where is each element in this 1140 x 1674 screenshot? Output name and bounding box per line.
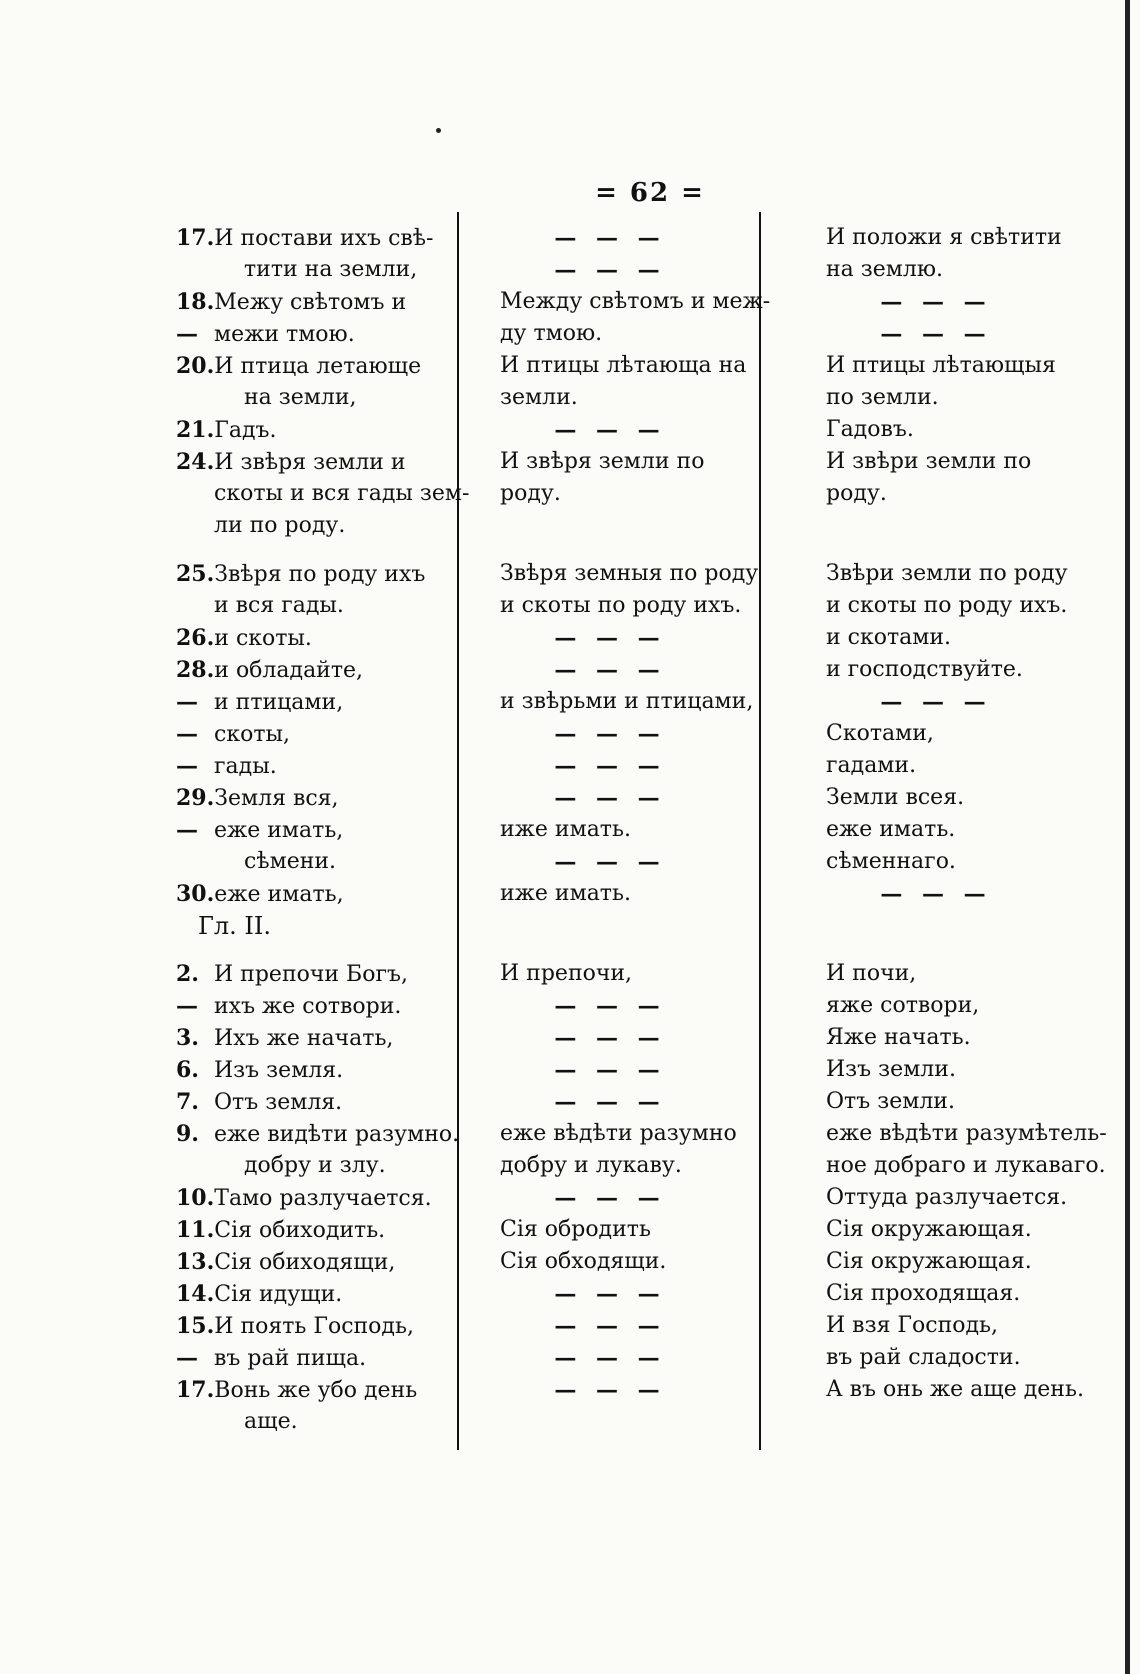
- middle-text: — — —: [554, 785, 666, 811]
- verse-number: 3.: [176, 1025, 199, 1051]
- left-line: [176, 654, 491, 686]
- right-line: [826, 350, 1126, 382]
- middle-line: [500, 1278, 800, 1310]
- right-line: [826, 1118, 1126, 1150]
- middle-text: еже вѣдѣти разумно: [500, 1121, 737, 1146]
- middle-text: иже имать.: [500, 817, 631, 842]
- middle-text: и скоты по роду ихъ.: [500, 593, 742, 618]
- verse-text: И постави ихъ свѣ-: [214, 226, 434, 251]
- middle-text: — — —: [554, 1377, 666, 1403]
- verse-text: Сія обиходящи,: [214, 1250, 396, 1275]
- right-text: Сія проходящая.: [826, 1281, 1021, 1306]
- left-line: [176, 1054, 491, 1086]
- left-line: [176, 750, 491, 782]
- right-line: [826, 958, 1126, 990]
- verse-text: и скоты.: [214, 626, 312, 651]
- middle-line: [500, 286, 800, 318]
- middle-text: — — —: [554, 721, 666, 747]
- verse-text: Земля вся,: [214, 786, 339, 811]
- middle-line: [500, 878, 800, 910]
- middle-text: иже имать.: [500, 881, 631, 906]
- middle-line: [500, 782, 800, 814]
- left-line: [176, 878, 491, 910]
- right-text: А въ онь же аще день.: [826, 1377, 1084, 1402]
- verse-number: 17.: [176, 1377, 215, 1403]
- right-line: [826, 222, 1126, 254]
- middle-line: [500, 654, 800, 686]
- middle-text: — — —: [554, 1345, 666, 1371]
- right-line: [826, 1150, 1126, 1182]
- verse-number: —: [176, 753, 198, 779]
- right-text: ное добраго и лукаваго.: [826, 1153, 1106, 1178]
- verse-text: скоты и вся гады зем-: [214, 481, 470, 506]
- middle-text: — — —: [554, 1185, 666, 1211]
- middle-line: [500, 478, 800, 510]
- verse-number: 13.: [176, 1249, 215, 1275]
- right-text: Сія окружающая.: [826, 1217, 1032, 1242]
- left-line: [176, 590, 491, 622]
- verse-number: 2.: [176, 961, 199, 987]
- right-text: — — —: [880, 321, 992, 347]
- middle-text: — — —: [554, 993, 666, 1019]
- middle-text: — — —: [554, 849, 666, 875]
- verse-text: Сія идущи.: [214, 1282, 343, 1307]
- left-line: [176, 990, 491, 1022]
- right-line: [826, 910, 1126, 958]
- verse-text: гады.: [214, 754, 277, 779]
- middle-line: [500, 1406, 800, 1438]
- verse-text: добру и злу.: [244, 1153, 386, 1178]
- right-text: и господствуйте.: [826, 657, 1023, 682]
- middle-line: [500, 1182, 800, 1214]
- verse-text: Ихъ же начать,: [214, 1026, 394, 1051]
- verse-number: —: [176, 689, 198, 715]
- right-text: яже сотвори,: [826, 993, 980, 1018]
- verse-text: Гадъ.: [214, 418, 277, 443]
- verse-text: въ рай пища.: [214, 1346, 367, 1371]
- verse-text: еже имать,: [214, 818, 344, 843]
- left-line: [176, 446, 491, 478]
- right-line: [826, 814, 1126, 846]
- right-line: [826, 318, 1126, 350]
- right-line: [826, 1054, 1126, 1086]
- verse-number: 14.: [176, 1281, 215, 1307]
- middle-line: [500, 1150, 800, 1182]
- verse-number: 25.: [176, 561, 215, 587]
- right-line: [826, 1374, 1126, 1406]
- verse-number: 6.: [176, 1057, 199, 1083]
- middle-text: добру и лукаву.: [500, 1153, 682, 1178]
- left-line: [176, 286, 491, 318]
- left-line: [176, 1406, 491, 1438]
- middle-line: [500, 1086, 800, 1118]
- left-line: [176, 1374, 491, 1406]
- left-line: [176, 254, 491, 286]
- right-line: [826, 654, 1126, 686]
- middle-line: [500, 590, 800, 622]
- verse-text: Изъ земля.: [214, 1058, 344, 1083]
- middle-text: — — —: [554, 1313, 666, 1339]
- middle-line: [500, 750, 800, 782]
- verse-text: ли по роду.: [214, 513, 346, 538]
- middle-text: и звѣрьми и птицами,: [500, 689, 754, 714]
- middle-line: [500, 1374, 800, 1406]
- middle-line: [500, 1118, 800, 1150]
- right-text: Изъ земли.: [826, 1057, 956, 1082]
- right-line: [826, 286, 1126, 318]
- left-line: [176, 958, 491, 990]
- verse-text: ихъ же сотвори.: [214, 994, 402, 1019]
- right-text: — — —: [880, 289, 992, 315]
- right-text: Сія окружающая.: [826, 1249, 1032, 1274]
- verse-number: —: [176, 1345, 198, 1371]
- middle-line: [500, 1342, 800, 1374]
- verse-text: и обладайте,: [214, 658, 364, 683]
- left-line: [176, 1150, 491, 1182]
- right-text: и скотами.: [826, 625, 952, 650]
- right-text: Отъ земли.: [826, 1089, 955, 1114]
- verse-text: еже видѣти разумно.: [214, 1122, 460, 1147]
- speck-mark: [436, 128, 441, 133]
- middle-line: [500, 222, 800, 254]
- column-church-slavonic: [176, 222, 491, 1438]
- left-line: [176, 1086, 491, 1118]
- left-line: [176, 846, 491, 878]
- middle-text: — — —: [554, 1057, 666, 1083]
- right-line: [826, 1406, 1126, 1438]
- middle-line: [500, 254, 800, 286]
- left-line: [176, 414, 491, 446]
- middle-text: — — —: [554, 625, 666, 651]
- right-line: [826, 1022, 1126, 1054]
- right-line: [826, 1246, 1126, 1278]
- right-line: [826, 990, 1126, 1022]
- right-line: [826, 686, 1126, 718]
- middle-text: ду тмою.: [500, 321, 603, 346]
- right-line: [826, 846, 1126, 878]
- verse-text: Тамо разлучается.: [214, 1186, 432, 1211]
- chapter-heading-text: Гл. II.: [198, 912, 271, 940]
- middle-text: — — —: [554, 1025, 666, 1051]
- middle-line: [500, 814, 800, 846]
- right-line: [826, 750, 1126, 782]
- verse-text: межи тмою.: [214, 322, 355, 347]
- right-text: гадами.: [826, 753, 917, 778]
- middle-line: [500, 382, 800, 414]
- middle-line: [500, 846, 800, 878]
- right-text: еже имать.: [826, 817, 956, 842]
- right-text: Гадовъ.: [826, 417, 914, 442]
- verse-text: и вся гады.: [214, 593, 344, 618]
- left-line: [176, 350, 491, 382]
- right-text: — — —: [880, 689, 992, 715]
- middle-text: — — —: [554, 225, 666, 251]
- right-text: И птицы лѣтающыя: [826, 353, 1056, 378]
- verse-number: 28.: [176, 657, 215, 683]
- left-line: [176, 1118, 491, 1150]
- middle-text: Звѣря земныя по роду: [500, 561, 759, 586]
- verse-number: 9.: [176, 1121, 199, 1147]
- left-line: [176, 382, 491, 414]
- right-text: И взя Господь,: [826, 1313, 998, 1338]
- middle-line: [500, 1310, 800, 1342]
- right-line: [826, 878, 1126, 910]
- right-text: и скоты по роду ихъ.: [826, 593, 1068, 618]
- middle-line: [500, 1246, 800, 1278]
- right-line: [826, 510, 1126, 558]
- verse-number: 15.: [176, 1313, 215, 1339]
- verse-text: тити на земли,: [244, 257, 418, 282]
- middle-text: — — —: [554, 1089, 666, 1115]
- middle-text: И препочи,: [500, 961, 633, 986]
- right-line: [826, 1086, 1126, 1118]
- middle-line: [500, 446, 800, 478]
- verse-text: на земли,: [244, 385, 357, 410]
- verse-text: Межу свѣтомъ и: [214, 290, 407, 315]
- left-line: [176, 222, 491, 254]
- right-text: Оттуда разлучается.: [826, 1185, 1068, 1210]
- right-text: Скотами,: [826, 721, 934, 746]
- right-line: [826, 622, 1126, 654]
- verse-text: сѣмени.: [244, 849, 337, 874]
- left-line: [176, 1022, 491, 1054]
- middle-line: [500, 622, 800, 654]
- right-text: по земли.: [826, 385, 939, 410]
- verse-number: —: [176, 993, 198, 1019]
- middle-text: Сія обродить: [500, 1217, 651, 1242]
- left-line: [176, 782, 491, 814]
- right-text: Звѣри земли по роду: [826, 561, 1068, 586]
- middle-line: [500, 510, 800, 558]
- verse-number: —: [176, 721, 198, 747]
- middle-text: — — —: [554, 417, 666, 443]
- verse-number: —: [176, 321, 198, 347]
- middle-text: земли.: [500, 385, 578, 410]
- middle-line: [500, 958, 800, 990]
- verse-number: —: [176, 817, 198, 843]
- verse-text: И птица летающе: [214, 354, 422, 379]
- verse-text: И поять Господь,: [214, 1314, 414, 1339]
- verse-number: 18.: [176, 289, 215, 315]
- verse-number: 26.: [176, 625, 215, 651]
- left-line: [176, 718, 491, 750]
- left-line: [176, 318, 491, 350]
- right-line: [826, 254, 1126, 286]
- verse-number: 21.: [176, 417, 215, 443]
- left-line: [176, 1246, 491, 1278]
- verse-number: 17.: [176, 225, 215, 251]
- middle-text: Между свѣтомъ и меж-: [500, 289, 771, 314]
- right-text: Земли всея.: [826, 785, 965, 810]
- right-line: [826, 1310, 1126, 1342]
- middle-line: [500, 414, 800, 446]
- middle-line: [500, 350, 800, 382]
- right-line: [826, 1342, 1126, 1374]
- verse-number: 10.: [176, 1185, 215, 1211]
- verse-number: 20.: [176, 353, 215, 379]
- left-line: [176, 814, 491, 846]
- verse-text: Звѣря по роду ихъ: [214, 562, 426, 587]
- right-text: сѣменнаго.: [826, 849, 956, 874]
- verse-text: скоты,: [214, 722, 290, 747]
- middle-line: [500, 1022, 800, 1054]
- verse-number: 30.: [176, 881, 215, 907]
- middle-text: — — —: [554, 657, 666, 683]
- left-line: [176, 1278, 491, 1310]
- right-text: И почи,: [826, 961, 917, 986]
- chapter-heading: [176, 910, 491, 958]
- verse-text: и птицами,: [214, 690, 344, 715]
- right-text: роду.: [826, 481, 887, 506]
- middle-line: [500, 318, 800, 350]
- middle-line: [500, 990, 800, 1022]
- verse-text: еже имать,: [214, 882, 344, 907]
- middle-text: Сія обходящи.: [500, 1249, 667, 1274]
- middle-text: И звѣря земли по: [500, 449, 705, 474]
- column-middle-version: [500, 222, 800, 1438]
- left-line: [176, 622, 491, 654]
- right-line: [826, 1214, 1126, 1246]
- left-line: [176, 1310, 491, 1342]
- middle-text: И птицы лѣтающа на: [500, 353, 747, 378]
- right-line: [826, 782, 1126, 814]
- verse-text: И препочи Богъ,: [214, 962, 408, 987]
- left-line: [176, 1342, 491, 1374]
- right-text: въ рай сладости.: [826, 1345, 1021, 1370]
- right-text: И звѣри земли по: [826, 449, 1032, 474]
- middle-line: [500, 1054, 800, 1086]
- right-line: [826, 414, 1126, 446]
- right-line: [826, 478, 1126, 510]
- middle-line: [500, 718, 800, 750]
- left-line: [176, 558, 491, 590]
- middle-text: — — —: [554, 257, 666, 283]
- right-text: Яже начать.: [826, 1025, 971, 1050]
- verse-number: 7.: [176, 1089, 199, 1115]
- verse-text: Отъ земля.: [214, 1090, 343, 1115]
- verse-number: 29.: [176, 785, 215, 811]
- left-line: [176, 1182, 491, 1214]
- verse-text: аще.: [244, 1409, 298, 1434]
- middle-line: [500, 910, 800, 958]
- right-line: [826, 590, 1126, 622]
- middle-text: роду.: [500, 481, 561, 506]
- verse-text: Вонь же убо день: [214, 1378, 418, 1403]
- verse-text: Сія обиходить.: [214, 1218, 386, 1243]
- right-line: [826, 1182, 1126, 1214]
- verse-number: 24.: [176, 449, 215, 475]
- right-text: на землю.: [826, 257, 944, 282]
- left-line: [176, 510, 491, 558]
- middle-text: — — —: [554, 753, 666, 779]
- right-text: еже вѣдѣти разумѣтель-: [826, 1121, 1107, 1146]
- left-line: [176, 478, 491, 510]
- middle-line: [500, 1214, 800, 1246]
- left-line: [176, 1214, 491, 1246]
- verse-text: И звѣря земли и: [214, 450, 406, 475]
- right-line: [826, 382, 1126, 414]
- verse-number: 11.: [176, 1217, 215, 1243]
- right-line: [826, 1278, 1126, 1310]
- middle-text: — — —: [554, 1281, 666, 1307]
- right-text: И положи я свѣтити: [826, 225, 1062, 250]
- right-text: — — —: [880, 881, 992, 907]
- column-right-version: [826, 222, 1126, 1438]
- right-line: [826, 558, 1126, 590]
- middle-line: [500, 558, 800, 590]
- page-number: = 62 =: [595, 178, 705, 208]
- right-line: [826, 446, 1126, 478]
- right-line: [826, 718, 1126, 750]
- middle-line: [500, 686, 800, 718]
- left-line: [176, 686, 491, 718]
